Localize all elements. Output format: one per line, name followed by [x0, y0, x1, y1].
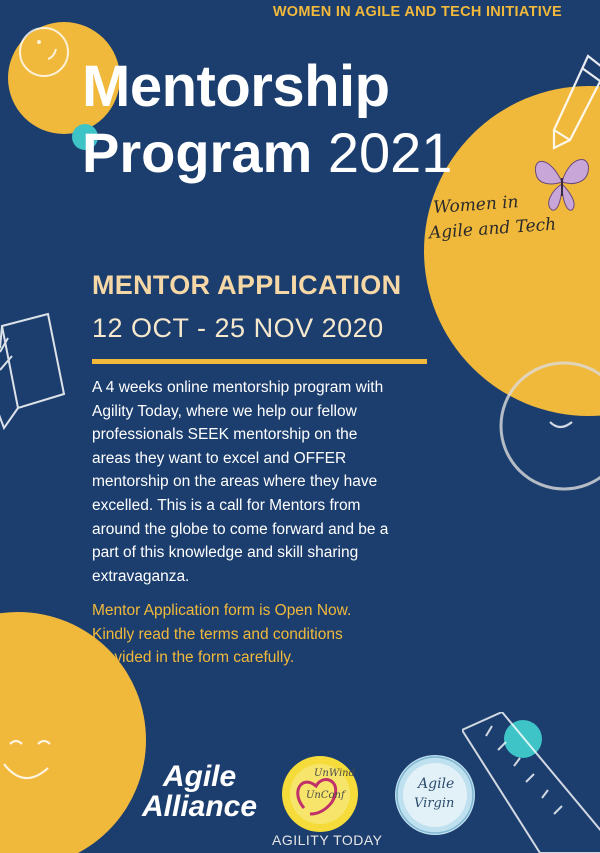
agile-alliance-logo — [142, 762, 257, 822]
agile-virgin-line1: Agile — [418, 776, 455, 792]
pencil-icon — [548, 48, 600, 158]
agility-today-label: AGILITY TODAY — [272, 832, 383, 848]
unconf-label: UnConf — [306, 790, 345, 801]
ruler-icon — [462, 712, 600, 853]
description-line: extravaganza. — [92, 567, 190, 585]
description-line: Agility Today, where we help our fellow — [92, 402, 357, 420]
cta-line: Mentor Application form is Open Now. — [92, 602, 352, 619]
application-open-notice — [92, 599, 432, 670]
agile-virgin-badge-icon — [392, 752, 478, 838]
smiley-outline-icon — [14, 22, 74, 82]
book-outline-icon — [0, 312, 70, 432]
mentor-application-heading: MENTOR APPLICATION — [92, 270, 402, 300]
unwind-label: UnWind — [314, 768, 356, 779]
agile-alliance-line1: Agile — [162, 760, 237, 793]
circle-outline-icon — [494, 356, 600, 496]
description-line: A 4 weeks online mentorship program with — [92, 379, 384, 396]
title-year: 2021 — [327, 121, 453, 184]
cta-line: provided in the form carefully. — [92, 649, 295, 667]
brand-line2: Agile and Tech — [428, 214, 557, 244]
description-line: excelled. This is a call for Mentors from — [92, 496, 361, 514]
description-line: professionals SEEK mentorship on the — [92, 426, 358, 444]
brand-line1: Women in — [432, 192, 520, 219]
description-line: around the globe to come forward and be a — [92, 520, 389, 538]
initiative-banner: WOMEN IN AGILE AND TECH INITIATIVE — [272, 4, 562, 20]
title-mentorship: Mentorship — [82, 54, 390, 119]
smiley-face-icon — [0, 720, 90, 810]
agile-virgin-line2: Virgin — [414, 796, 455, 811]
title-program: Program — [82, 121, 313, 184]
description-line: part of this knowledge and skill sharing — [92, 544, 359, 562]
agile-alliance-line2: Alliance — [142, 790, 258, 823]
cta-line: Kindly read the terms and conditions — [92, 625, 343, 643]
program-description — [92, 376, 437, 588]
divider — [92, 359, 427, 364]
application-dates: 12 OCT - 25 NOV 2020 — [92, 313, 384, 343]
description-line: mentorship on the areas where they have — [92, 473, 378, 491]
women-in-agile-logo — [426, 188, 557, 247]
description-line: areas they want to excel and OFFER — [92, 449, 347, 467]
title-program-year — [82, 120, 452, 186]
